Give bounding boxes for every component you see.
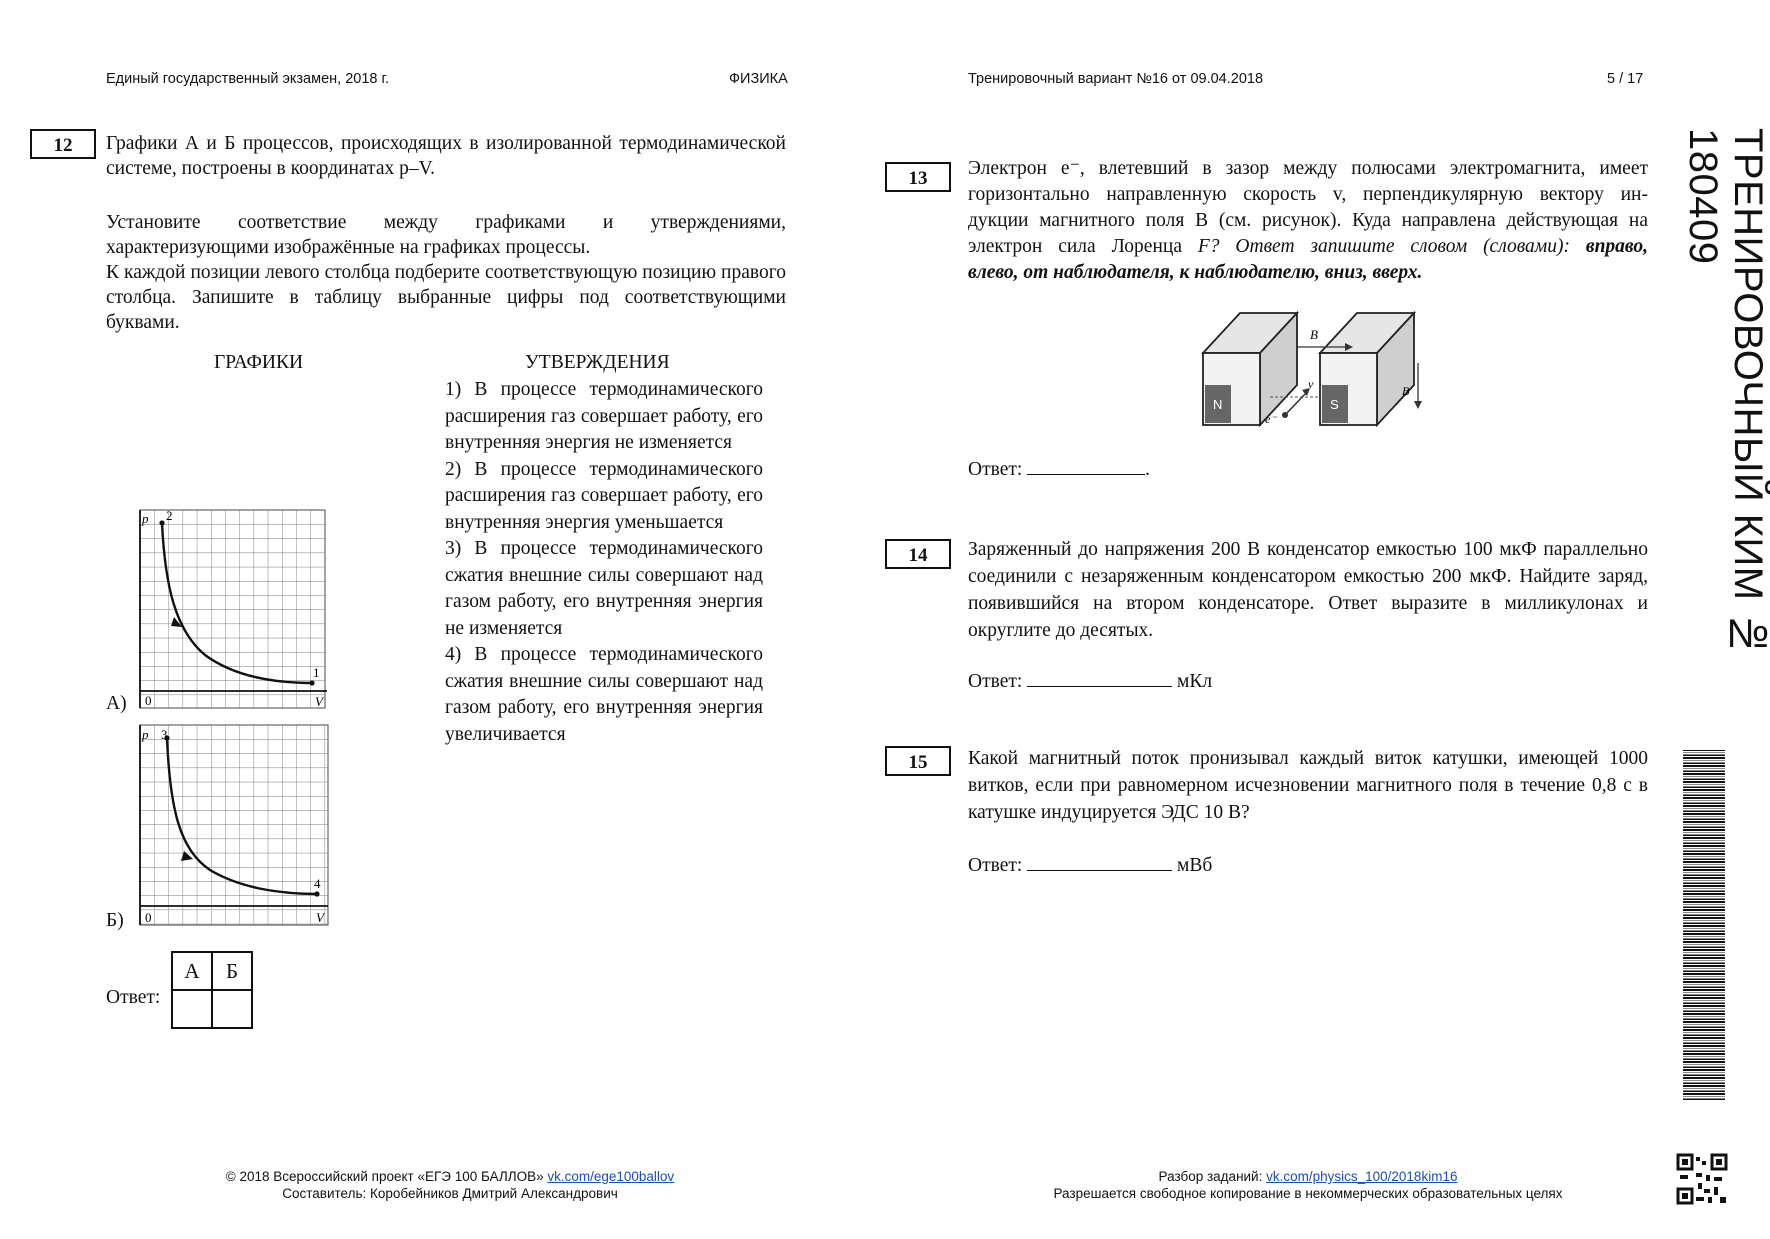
footer-analysis-label: Разбор заданий: [1158,1169,1267,1184]
field-b-label: B [1310,327,1318,342]
south-pole-label: S [1330,397,1339,412]
graph-b-label: Б) [106,910,124,931]
velocity-label: v [1308,377,1314,391]
graph-b-end-label: 4 [314,876,321,891]
graph-a-start-label: 2 [166,508,173,523]
field-b2-label: B [1402,384,1410,398]
question-12-instruction-2: К каждой позиции левого столбца подберите соответствующую позицию правого столбца. Запишите в таблицу выбранные цифры под соответствующими буквами. [106,262,786,333]
side-kim-label: ТРЕНИРОВОЧНЫЙ КИМ № 180409 [1681,128,1770,657]
question-13-answer-label: Ответ: [968,459,1023,480]
question-13-options-a: вправо, [1585,236,1648,257]
column-header-statements: УТВЕРЖДЕНИЯ [525,352,670,373]
answer-header-b: Б [212,952,252,990]
barcode-image [1683,750,1725,1100]
header-page-number: 5 / 17 [1607,71,1644,87]
graph-b-start-label: 3 [161,727,168,742]
question-12-instructions [106,210,786,335]
north-pole-label: N [1213,397,1223,412]
electron-label: e⁻ [1265,412,1277,426]
question-13-line-1: Электрон e⁻, влетевший в зазор между полюсами электромагнита, имеет [968,158,1648,179]
graph-a-origin: 0 [145,693,152,708]
graph-b-p-label: p [142,727,149,742]
footer-copyright: © 2018 Всероссийский проект «ЕГЭ 100 БАЛЛОВ» [225,1169,548,1184]
question-15-answer [968,852,1212,877]
statements-list [445,377,763,748]
statement-3: 3) В процессе термодинамического сжатия внешние силы совершают над газом работу, его внутренняя энергия не изменяется [445,538,763,639]
graph-b-origin: 0 [145,910,152,925]
statement-1: 1) В процессе термодинамического расширения газ совершает работу, его внутренняя энергия не изменяется [445,379,763,453]
footer-author: Составитель: Коробейников Дмитрий Александрович [282,1186,618,1201]
graph-a-point-1 [309,680,314,685]
question-15-answer-field[interactable] [1027,852,1172,871]
question-15-answer-label: Ответ: [968,855,1023,876]
question-13-answer-suffix: . [1145,459,1151,480]
question-13-answer [968,456,1150,481]
question-15-number: 15 [885,746,951,776]
question-14-answer [968,668,1212,693]
footer-left [140,1168,760,1202]
question-12-instruction-1: Установите соответствие между графиками и утверждениями, характеризующими изображённые на графиках процессы. [106,212,786,258]
question-12-intro: Графики А и Б процессов, происходящих в изолированной термодинамической системе, построены в координатах p–V. [106,133,786,179]
header-variant: Тренировочный вариант №16 от 09.04.2018 [968,71,1264,87]
graph-b-v-label: V [316,910,324,925]
answer-cell-a[interactable] [172,990,212,1028]
question-14-text: Заряженный до напряжения 200 В конденсатор емкостью 100 мкФ параллельно соединили с незаряженным конденсатором емкостью 200 мкФ. Найдите заряд, появившийся на втором конденсаторе. Ответ выразите в милликулонах и округлите до десятых. [968,539,1648,641]
question-13-line-3: дукции магнитного поля B (см. рисунок). Куда направлена действующая на [968,210,1648,231]
graph-a-pv-diagram [135,505,335,715]
footer-analysis-link[interactable]: vk.com/physics_100/2018kim16 [1266,1169,1458,1184]
question-14-unit: мКл [1177,671,1213,692]
graph-a-point-2 [159,520,164,525]
question-13-answer-field[interactable] [1027,456,1145,475]
question-13-text [968,156,1648,286]
graph-a-end-label: 1 [313,665,320,680]
question-13-line-2: горизонтально направленную скорость v, перпендикулярную вектору ин- [968,184,1648,205]
question-13-number: 13 [885,162,951,192]
question-12-number: 12 [30,129,96,159]
header-exam: Единый государственный экзамен, 2018 г. [106,71,390,87]
column-header-graphs: ГРАФИКИ [214,352,304,373]
electromagnet-figure [1195,305,1435,435]
statement-2: 2) В процессе термодинамического расширения газ совершает работу, его внутренняя энергия уменьшается [445,458,763,533]
footer-right [968,1168,1648,1202]
statement-4: 4) В процессе термодинамического сжатия внешние силы совершают над газом работу, его внутренняя энергия увеличивается [445,644,763,745]
question-13-line-4: электрон сила Лоренца [968,236,1198,257]
answer-cell-b[interactable] [212,990,252,1028]
question-15-text: Какой магнитный поток пронизывал каждый виток катушки, имеющей 1000 витков, если при равномерном исчезновении магнитного поля в течение 0,8 с в катушке индуцируется ЭДС 10 В? [968,748,1648,823]
question-13-instruction: F? Ответ запишите словом (словами): [1197,236,1586,257]
question-12-answer-label: Ответ: [106,987,161,1008]
graph-a-v-label: V [315,694,323,709]
graph-a-p-label: p [142,511,149,526]
question-15-unit: мВб [1177,855,1213,876]
graph-a-label: А) [106,693,127,714]
footer-ege-link[interactable]: vk.com/ege100ballov [547,1169,675,1184]
qr-code-image [1677,1154,1727,1204]
question-13-options-b: влево, от наблюдателя, к наблюдателю, вниз, вверх. [968,262,1423,283]
question-14-answer-field[interactable] [1027,668,1172,687]
question-14-answer-label: Ответ: [968,671,1023,692]
question-12-answer-table [171,951,253,1029]
header-subject: ФИЗИКА [729,71,788,87]
answer-header-a: А [172,952,212,990]
graph-b-point-4 [314,891,319,896]
question-14-number: 14 [885,539,951,569]
graph-b-pv-diagram [135,720,335,930]
footer-copy-permission: Разрешается свободное копирование в некоммерческих образовательных целях [1053,1186,1563,1201]
